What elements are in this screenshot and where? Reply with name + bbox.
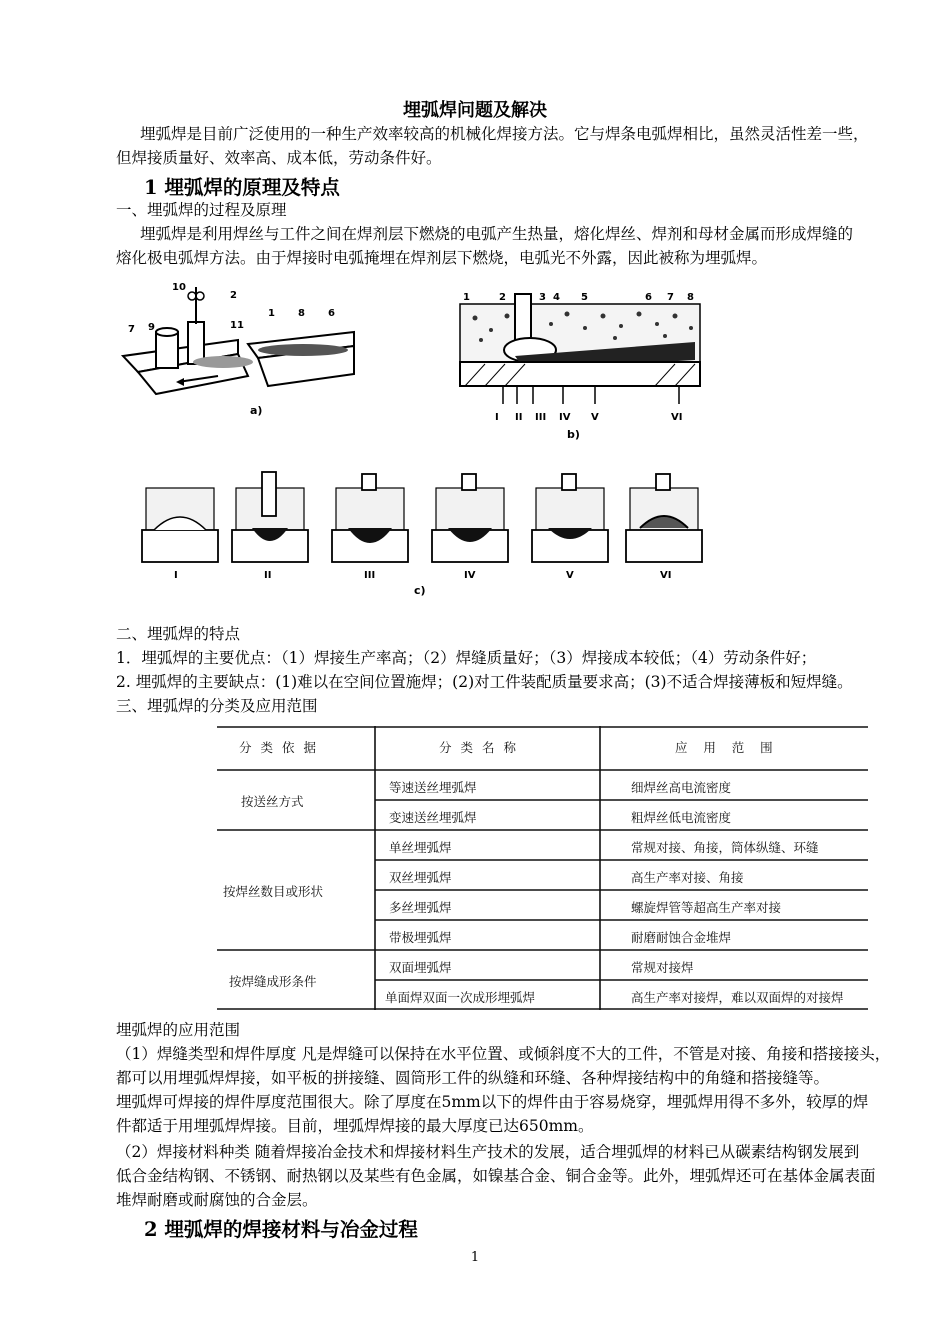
document-title: 埋弧焊问题及解决 — [403, 100, 547, 121]
application-heading: 埋弧焊的应用范围 — [116, 1021, 241, 1039]
figure-b-stage-5: V — [591, 412, 599, 423]
table-app-row-4: 高生产率对接、角接 — [631, 870, 744, 885]
table-grid — [217, 726, 868, 1010]
figure-b-label-2: 2 — [499, 292, 506, 303]
figure-c-caption: c) — [414, 584, 426, 597]
table-app-row-8: 高生产率对接焊，难以双面焊的对接焊 — [631, 990, 844, 1005]
figure-b-label-5: 5 — [581, 292, 588, 303]
figure-b-label-8: 8 — [687, 292, 694, 303]
figure-b-stage-3: III — [535, 412, 547, 423]
application-line-5: （2）焊接材料种类 随着焊接冶金技术和焊接材料生产技术的发展，适合埋弧焊的材料已从碳素结构钢发展到 — [116, 1143, 860, 1161]
subsection-classification-heading: 三、埋弧焊的分类及应用范围 — [116, 697, 318, 715]
table-name-row-3: 单丝埋弧焊 — [389, 840, 452, 855]
subsection-features-heading: 二、埋弧焊的特点 — [116, 625, 241, 643]
table-name-row-4: 双丝埋弧焊 — [389, 870, 452, 885]
table-name-row-8: 单面焊双面一次成形埋弧焊 — [385, 990, 536, 1005]
section-1-heading: 1 埋弧焊的原理及特点 — [144, 176, 340, 199]
figure-a — [118, 282, 358, 417]
figure-a-label-7: 7 — [128, 324, 135, 335]
figure-a-label-6: 6 — [328, 308, 335, 319]
table-header-name: 分类名称 — [439, 740, 526, 755]
table-header-application: 应 用 范 围 — [675, 740, 773, 755]
figure-b-caption: b) — [567, 428, 580, 441]
figure-c — [134, 470, 724, 600]
figure-c-stage-5: V — [566, 570, 574, 581]
figure-c-stage-3: III — [364, 570, 376, 581]
figure-c-drawing — [134, 470, 724, 570]
disadvantages-line: 2. 埋弧焊的主要缺点：(1)难以在空间位置施焊；(2)对工件装配质量要求高；(3)不适合焊接薄板和短焊缝。 — [116, 673, 853, 691]
table-app-row-2: 粗焊丝低电流密度 — [631, 810, 732, 825]
table-app-row-5: 螺旋焊管等超高生产率对接 — [631, 900, 782, 915]
table-header-basis: 分类依据 — [239, 740, 326, 755]
figure-c-stage-1: I — [174, 570, 178, 581]
table-app-row-1: 细焊丝高电流密度 — [631, 780, 732, 795]
table-basis-forming: 按焊缝成形条件 — [229, 974, 317, 989]
figure-a-caption: a) — [250, 404, 263, 417]
table-name-row-2: 变速送丝埋弧焊 — [389, 810, 477, 825]
figure-b-stage-4: IV — [559, 412, 571, 423]
figure-b-label-7: 7 — [667, 292, 674, 303]
table-basis-wire: 按焊丝数目或形状 — [223, 884, 324, 899]
subsection-process-heading: 一、埋弧焊的过程及原理 — [116, 201, 287, 219]
table-basis-feed: 按送丝方式 — [241, 794, 304, 809]
figure-b-label-3: 3 — [539, 292, 546, 303]
classification-table — [217, 726, 868, 1010]
intro-line-1: 埋弧焊是目前广泛使用的一种生产效率较高的机械化焊接方法。它与焊条电弧焊相比，虽然灵活性差一些， — [140, 125, 869, 143]
application-line-6: 低合金结构钢、不锈钢、耐热钢以及某些有色金属，如镍基合金、铜合金等。此外，埋弧焊还可在基体金属表面 — [116, 1167, 876, 1185]
figure-a-label-11: 11 — [230, 320, 244, 331]
figure-b-label-1: 1 — [463, 292, 470, 303]
figure-a-label-1: 1 — [268, 308, 275, 319]
figure-b-stage-6: VI — [671, 412, 683, 423]
application-line-7: 堆焊耐磨或耐腐蚀的合金层。 — [116, 1191, 318, 1209]
figure-c-stage-4: IV — [464, 570, 476, 581]
application-line-1: （1）焊缝类型和焊件厚度 凡是焊缝可以保持在水平位置、或倾斜度不大的工件，不管是对接、角接和搭接接头， — [116, 1045, 891, 1063]
figure-c-stage-6: VI — [660, 570, 672, 581]
figure-a-label-8: 8 — [298, 308, 305, 319]
table-app-row-6: 耐磨耐蚀合金堆焊 — [631, 930, 732, 945]
section-2-heading: 2 埋弧焊的焊接材料与冶金过程 — [144, 1218, 418, 1241]
figure-a-label-9: 9 — [148, 322, 155, 333]
table-app-row-3: 常规对接、角接，筒体纵缝、环缝 — [631, 840, 819, 855]
table-app-row-7: 常规对接焊 — [631, 960, 694, 975]
figure-b-stage-2: II — [515, 412, 523, 423]
figure-a-drawing — [118, 282, 358, 417]
application-line-4: 件都适于用埋弧焊焊接。目前，埋弧焊焊接的最大厚度已达650mm。 — [116, 1117, 594, 1135]
principle-line-1: 埋弧焊是利用焊丝与工件之间在焊剂层下燃烧的电弧产生热量，熔化焊丝、焊剂和母材金属而形成焊缝的 — [140, 225, 854, 243]
table-name-row-6: 带极埋弧焊 — [389, 930, 452, 945]
table-name-row-5: 多丝埋弧焊 — [389, 900, 452, 915]
advantages-line: 1．埋弧焊的主要优点：（1）焊接生产率高；（2）焊缝质量好；（3）焊接成本较低；（4）劳动条件好； — [116, 649, 817, 667]
intro-line-2: 但焊接质量好、效率高、成本低，劳动条件好。 — [116, 149, 442, 167]
figure-a-label-2: 2 — [230, 290, 237, 301]
figure-b-label-4: 4 — [553, 292, 560, 303]
table-name-row-1: 等速送丝埋弧焊 — [389, 780, 477, 795]
application-line-2: 都可以用埋弧焊焊接，如平板的拼接缝、圆筒形工件的纵缝和环缝、各种焊接结构中的角缝和搭接缝等。 — [116, 1069, 830, 1087]
page-number: 1 — [470, 1250, 480, 1265]
figure-b-label-6: 6 — [645, 292, 652, 303]
table-name-row-7: 双面埋弧焊 — [389, 960, 452, 975]
figure-b — [455, 286, 715, 441]
figure-a-label-10: 10 — [172, 282, 186, 293]
application-line-3: 埋弧焊可焊接的焊件厚度范围很大。除了厚度在5mm以下的焊件由于容易烧穿，埋弧焊用得不多外，较厚的焊 — [116, 1093, 869, 1111]
principle-line-2: 熔化极电弧焊方法。由于焊接时电弧掩埋在焊剂层下燃烧，电弧光不外露，因此被称为埋弧焊。 — [116, 249, 768, 267]
figure-c-stage-2: II — [264, 570, 272, 581]
figure-b-stage-1: I — [495, 412, 499, 423]
